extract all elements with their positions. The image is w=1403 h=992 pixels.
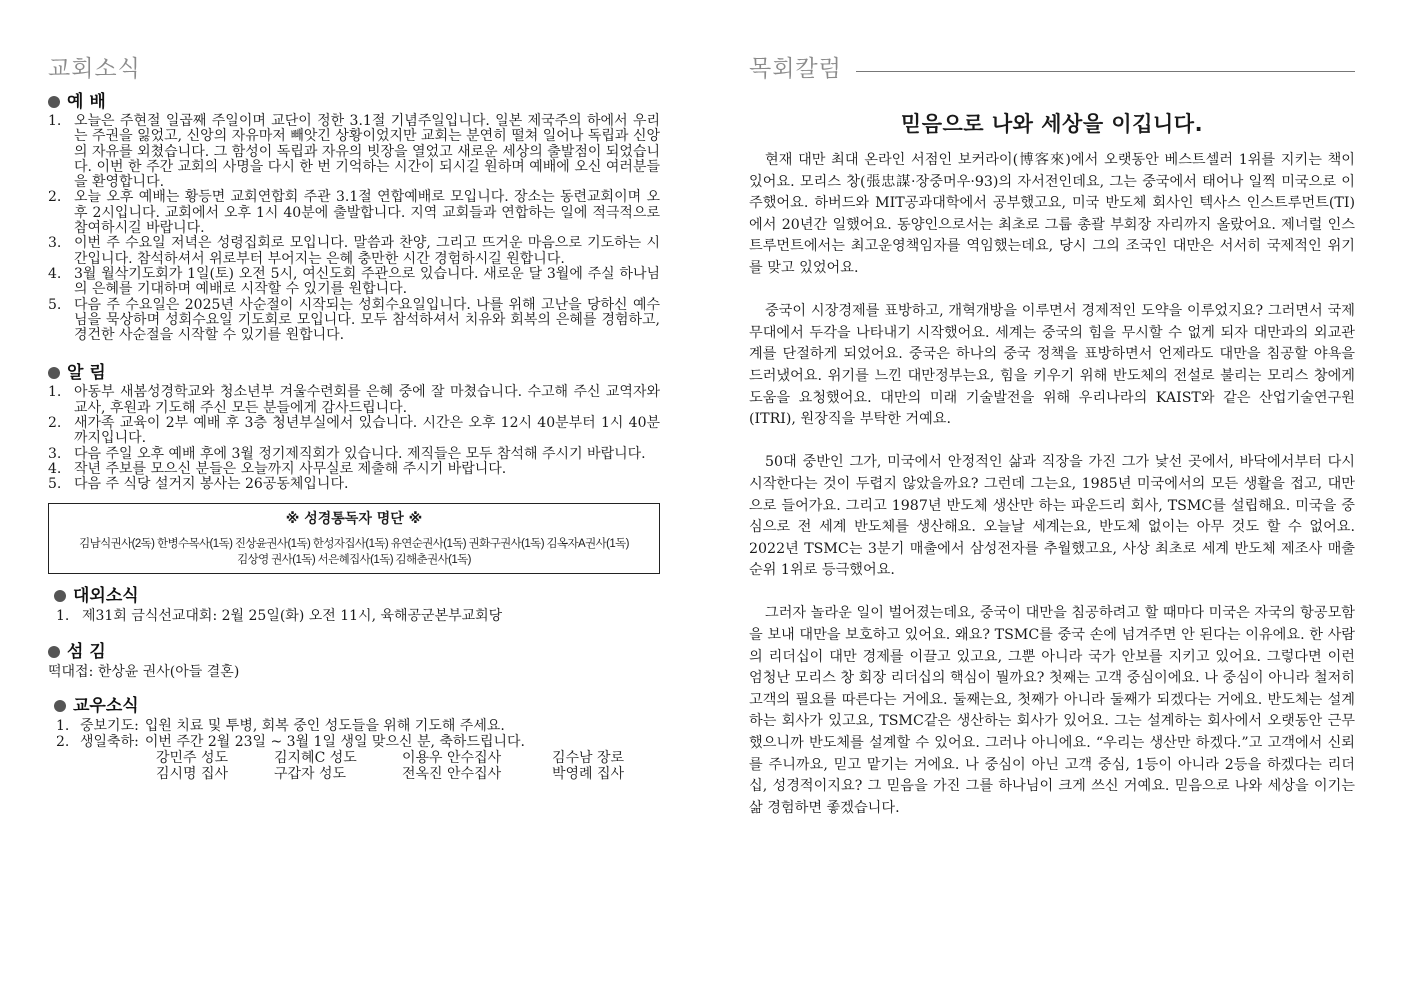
bible-reading-title: ※ 성경통독자 명단 ※: [285, 510, 423, 527]
item-text: 오늘 오후 예배는 황등면 교회연합회 주관 3.1절 연합예배로 모입니다. 장소는 동련교회이며 오후 2시입니다. 교회에서 오후 1시 40분에 출발합니다. 지역 교회들과 연합하는 일에 적극적으로 참여하시길 바랍니다.: [74, 189, 660, 237]
prayer-text: 입원 치료 및 투병, 회복 중인 성도들을 위해 기도해 주세요.: [144, 717, 505, 734]
item-text: 오늘은 주현절 일곱째 주일이며 교단이 정한 3.1절 기념주일입니다. 일본 제국주의 하에서 우리는 주권을 잃었고, 신앙의 자유마저 빼앗긴 상황이었지만 교회는 분연히 떨쳐 일어나 독립과 신앙의 자유를 외쳤습니다. 그 함성이 독립과 자유의 빗장을 열었고 새로운 세상의 출발점이 되었습니다. 이번 한 주간 교회의 사명을 다시 한 번 기억하는 시간이 되시길 원하며 예배에 오신 여러분들을 환영합니다.: [74, 113, 660, 191]
column-headline: 믿음으로 나와 세상을 이깁니다.: [900, 112, 1204, 136]
worship-heading: [48, 90, 660, 114]
list-item: [48, 447, 660, 462]
item-number: 4.: [48, 460, 62, 477]
bullet-icon: [48, 96, 60, 108]
list-item: [48, 462, 660, 477]
item-number: 4.: [48, 265, 62, 282]
bullet-icon: [48, 367, 60, 379]
item-number: 1.: [56, 717, 70, 734]
bible-reading-names-line1: 김남식권사(2독) 한병수목사(1독) 진상윤권사(1독) 한성자집사(1독) 유연순권사(1독) 권화구권사(1독) 김옥자A권사(1독): [79, 537, 629, 550]
item-text: 새가족 교육이 2부 예배 후 3층 청년부실에서 있습니다. 시간은 오후 12시 40분부터 1시 40분까지입니다.: [74, 415, 660, 447]
item-number: 1.: [48, 384, 62, 401]
member-name: 박영례 집사: [552, 765, 625, 782]
serve-text: 떡대접: 한상윤 권사(아들 결혼): [48, 663, 240, 680]
list-item: [48, 385, 660, 416]
list-item: [48, 114, 660, 190]
member-name: 이용우 안수집사: [402, 749, 502, 766]
external-heading: [48, 584, 660, 608]
member-name: 김지혜C 성도: [274, 749, 357, 766]
bullet-icon: [54, 590, 66, 602]
item-text: 작년 주보를 모으신 분들은 오늘까지 사무실로 제출해 주시기 바랍니다.: [74, 460, 507, 477]
external-heading-label: 대외소식: [73, 585, 139, 606]
item-text: 이번 주 수요일 저녁은 성령집회로 모입니다. 말씀과 찬양, 그리고 뜨거운 마음으로 기도하는 시간입니다. 참석하셔서 위로부터 부어지는 은혜 충만한 시간 경험하시길 원합니다.: [74, 235, 660, 267]
member-name: 전옥진 안수집사: [402, 765, 502, 782]
item-number: 5.: [48, 476, 62, 493]
pastor-column: [749, 52, 1355, 819]
item-number: 5.: [48, 296, 62, 313]
notice-heading-label: 알 림: [67, 363, 106, 384]
worship-list: [48, 114, 660, 343]
member-name: 김수남 장로: [552, 749, 625, 766]
worship-heading-label: 예 배: [67, 92, 106, 112]
bible-reading-names-line2: 김상영 권사(1독) 서은혜집사(1독) 김해춘권사(1독): [237, 553, 471, 566]
item-number: 2.: [48, 415, 62, 432]
list-item: [48, 267, 660, 298]
column-paragraph: 그러자 놀라운 일이 벌어졌는데요, 중국이 대만을 침공하려고 할 때마다 미국은 자국의 항공모함을 보내 대만을 보호하고 있어요. 왜요? TSMC를 중국 손에 넘겨주면 안 된다는 이유에요. 한 사람의 리더십이 대만 경제를 이끌고 있고요, 그뿐 아니라 국가 안보를 지키고 있어요. 그렇다면 이런 엄청난 모리스 창 회장 리더십의 핵심이 뭘까요? 첫째는 고객 중심이에요. 나 중심이 아니라 철저히 고객의 필요를 따른다는 거에요. 둘째는요, 첫째가 아니라 둘째가 되겠다는 거에요. 반도체는 설계하는 회사가 있고요, TSMC같은 생산하는 회사가 있어요. 그는 설계하는 회사에서 오랫동안 근무했으니까 반도체를 설계할 수 있어요. 그러나 아니에요. “우리는 생산만 하겠다.”고 고객에서 신뢰를 주니까요, 믿고 맡기는 거에요. 나 중심이 아닌 고객 중심, 1등이 아니라 2등을 하겠다는 리더십, 성경적이지요? 그 믿음을 가진 그를 하나님이 크게 쓰신 거예요. 믿음으로 나와 세상을 이기는 삶 경험하면 좋겠습니다.: [749, 605, 1355, 816]
item-number: 1.: [48, 113, 62, 129]
item-number: 2.: [48, 189, 62, 206]
church-news-column: [48, 52, 660, 782]
member-name: 강민주 성도: [156, 749, 229, 766]
external-list: [48, 608, 660, 624]
bible-reading-box: [48, 503, 660, 574]
list-item: [48, 416, 660, 447]
birthday-label: 생일축하:: [80, 733, 139, 750]
prayer-request: [48, 718, 660, 734]
bullet-icon: [54, 700, 66, 712]
header-divider: [856, 71, 1355, 72]
list-item: [48, 190, 660, 236]
item-text: 3월 월삭기도회가 1일(토) 오전 5시, 여신도회 주관으로 있습니다. 새로운 달 3월에 주실 하나님의 은혜를 기대하며 예배로 시작할 수 있기를 원합니다.: [74, 265, 660, 298]
birthday-members: [48, 750, 660, 782]
serve-heading-label: 섬 김: [67, 641, 106, 662]
birthday-text: 이번 주간 2월 23일 ~ 3월 1일 생일 맞으신 분, 축하드립니다.: [144, 733, 525, 750]
column-paragraph: 50대 중반인 그가, 미국에서 안정적인 삶과 직장을 가진 그가 낯선 곳에서, 바닥에서부터 다시 시작한다는 것이 두렵지 않았을까요? 그런데 그는요, 1985년 미국에서의 모든 생활을 접고, 대만으로 들어가요. 그리고 1987년 반도체 생산만 하는 파운드리 회사, TSMC를 설립해요. 미국을 중심으로 전 세계 반도체를 생산해요. 오늘날 세계는요, 반도체 없이는 아무 것도 할 수 없어요. 2022년 TSMC는 3분기 매출에서 삼성전자를 추월했고요, 사상 최초로 세계 반도체 제조사 매출 순위 1위로 등극했어요.: [749, 454, 1355, 579]
list-item: [48, 236, 660, 267]
item-text: 아동부 새봄성경학교와 청소년부 겨울수련회를 은혜 중에 잘 마쳤습니다. 수고해 주신 교역자와 교사, 후원과 기도해 주신 모든 분들에게 감사드립니다.: [74, 384, 660, 416]
pastor-column-header: [749, 52, 1355, 86]
list-item: [48, 298, 660, 344]
item-number: 1.: [56, 607, 70, 624]
serve-heading: [48, 640, 660, 664]
item-text: 다음 주 수요일은 2025년 사순절이 시작되는 성회수요일입니다. 나를 위해 고난을 당하신 예수님을 묵상하며 성회수요일 기도회로 모입니다. 모두 참석하셔서 치유와 회복의 은혜를 경험하고, 경건한 사순절을 시작할 수 있기를 원합니다.: [74, 296, 660, 344]
item-number: 3.: [48, 445, 62, 462]
notice-list: [48, 385, 660, 492]
item-number: 3.: [48, 235, 62, 252]
birthday-notice: [48, 734, 660, 750]
members-heading: [48, 694, 660, 718]
prayer-label: 중보기도:: [80, 717, 139, 734]
column-paragraph: 현재 대만 최대 온라인 서점인 보커라이(博客來)에서 오랫동안 베스트셀러 1위를 지키는 책이 있어요. 모리스 창(張忠謀·장중머우·93)의 자서전인데요, 그는 중국에서 태어나 일찍 미국으로 이주했어요. 하버드와 MIT공과대학에서 공부했고요, 미국 반도체 회사인 텍사스 인스트루먼트(TI)에서 20년간 일했어요. 동양인으로서는 최초로 그룹 총괄 부회장 자리까지 올랐어요. 제너럴 인스트루먼트에서는 최고운영책임자를 역임했는데요, 당시 그의 조국인 대만은 서서히 국제적인 위기를 맞고 있었어요.: [749, 152, 1355, 276]
bullet-icon: [48, 646, 60, 658]
item-text: 다음 주일 오후 예배 후에 3월 정기제직회가 있습니다. 제직들은 모두 참석해 주시기 바랍니다.: [74, 445, 646, 462]
pastor-column-title: 목회칼럼: [749, 56, 842, 82]
church-news-title: 교회소식: [48, 56, 141, 82]
list-item: [56, 608, 660, 624]
member-name: 구갑자 성도: [274, 765, 347, 782]
notice-heading: [48, 361, 660, 385]
member-name: 김시명 집사: [156, 765, 229, 782]
list-item: [48, 477, 660, 492]
item-text: 제31회 금식선교대회: 2월 25일(화) 오전 11시, 육해공군본부교회당: [82, 607, 503, 624]
members-heading-label: 교우소식: [73, 695, 139, 716]
item-text: 다음 주 식당 설거지 봉사는 26공동체입니다.: [74, 476, 349, 493]
item-number: 2.: [56, 733, 70, 750]
column-paragraph: 중국이 시장경제를 표방하고, 개혁개방을 이루면서 경제적인 도약을 이루었지요? 그러면서 국제무대에서 두각을 나타내기 시작했어요. 세계는 중국의 힘을 무시할 수 없게 되자 대만과의 외교관계를 단절하게 되었어요. 중국은 하나의 중국 정책을 표방하면서 언제라도 대만을 침공할 야욕을 드러냈어요. 위기를 느낀 대만정부는요, 힘을 키우기 위해 반도체의 전설로 불리는 모리스 창에게 도움을 요청했어요. 대만의 미래 기술발전을 위해 우리나라의 KAIST와 같은 산업기술연구원(ITRI), 원장직을 부탁한 거예요.: [749, 303, 1355, 428]
